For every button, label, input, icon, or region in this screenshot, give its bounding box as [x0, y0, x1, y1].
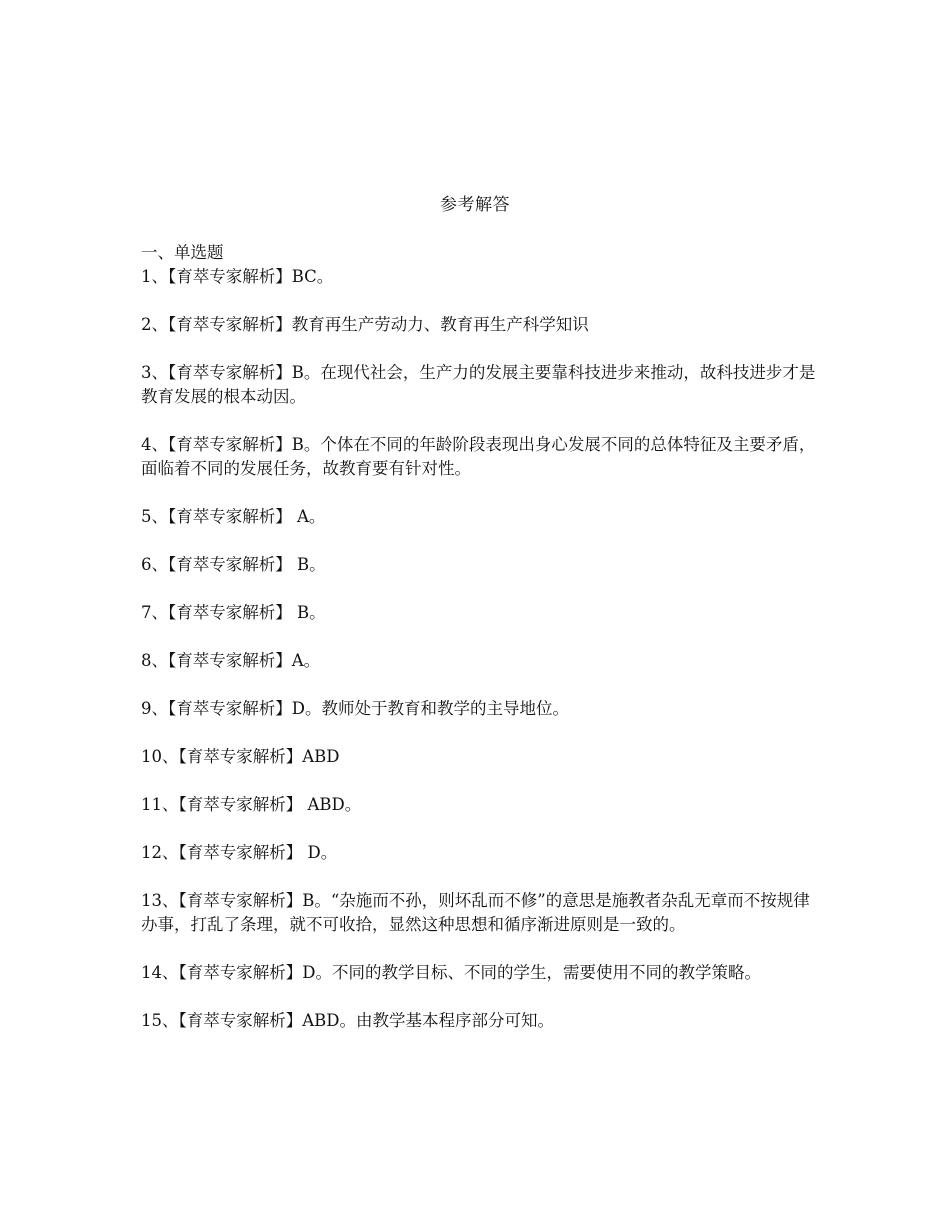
- answer-item-6: 6、【育萃专家解析】 B。: [141, 555, 326, 574]
- answer-item-9: 9、【育萃专家解析】D。教师处于教育和教学的主导地位。: [141, 699, 569, 718]
- answer-item-5: 5、【育萃专家解析】 A。: [141, 507, 326, 526]
- answer-item-12: 12、【育萃专家解析】 D。: [141, 843, 338, 862]
- answer-item-10: 10、【育萃专家解析】ABD: [141, 747, 340, 766]
- answer-item-1: 1、【育萃专家解析】BC。: [141, 267, 334, 286]
- answer-item-15: 15、【育萃专家解析】ABD。由教学基本程序部分可知。: [141, 1011, 555, 1030]
- answer-item-7: 7、【育萃专家解析】 B。: [141, 603, 326, 622]
- answer-list: [141, 241, 816, 1057]
- answer-item-13: 13、【育萃专家解析】B。“杂施而不孙，则坏乱而不修”的意思是施教者杂乱无章而不按规律办事，打乱了条理，就不可收拾，显然这种思想和循序渐进原则是一致的。: [141, 891, 810, 934]
- answer-item-14: 14、【育萃专家解析】D。不同的教学目标、不同的学生，需要使用不同的教学策略。: [141, 963, 761, 982]
- section-heading: 一、单选题: [141, 243, 224, 262]
- answer-item-4: 4、【育萃专家解析】B。个体在不同的年龄阶段表现出身心发展不同的总体特征及主要矛盾，面临着不同的发展任务，故教育要有针对性。: [141, 435, 816, 478]
- answer-item-8: 8、【育萃专家解析】A。: [141, 651, 321, 670]
- answer-item-3: 3、【育萃专家解析】B。在现代社会，生产力的发展主要靠科技进步来推动，故科技进步才是教育发展的根本动因。: [141, 363, 816, 406]
- answer-item-2: 2、【育萃专家解析】教育再生产劳动力、教育再生产科学知识: [141, 315, 589, 334]
- page-title: 参考解答: [440, 195, 510, 215]
- answer-item-11: 11、【育萃专家解析】 ABD。: [141, 795, 362, 814]
